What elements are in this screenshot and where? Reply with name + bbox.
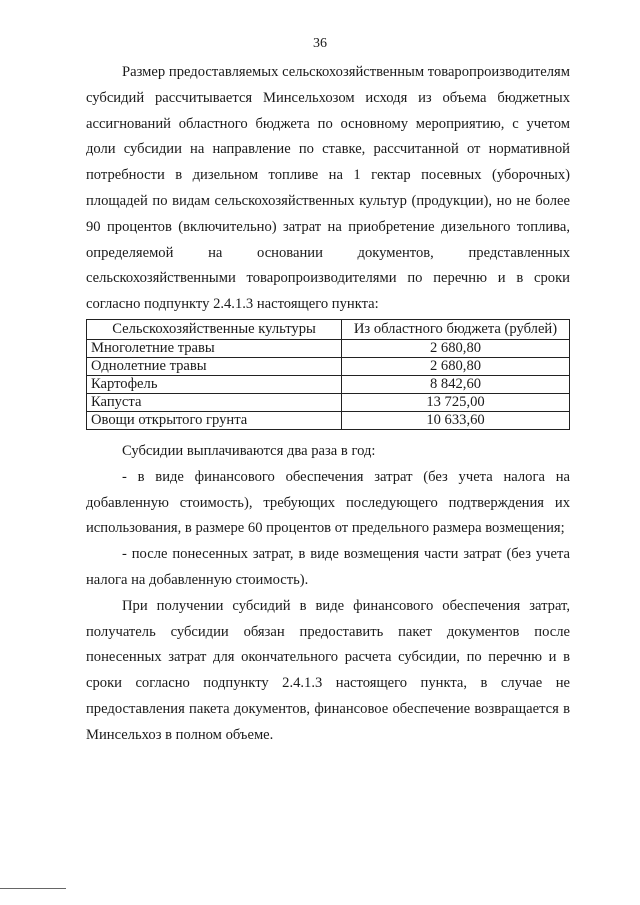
table-row [87, 393, 570, 411]
header-regional-budget: Из областного бюджета (рублей) [342, 319, 570, 339]
paragraph-payment-schedule: Субсидии выплачиваются два раза в год: [122, 442, 376, 459]
subsidy-rates-table-wrap [86, 319, 570, 430]
paragraph-documents-obligation: При получении субсидий в виде финансового обеспечения затрат, получатель субсидии обязан предоставить пакет документов после понесенных затрат для окончательного расчета субсидии, по перечню и в сроки согласно подпункту 2.4.1.3 настоящего пункта, в случае не предоставления пакета документов, финансовое обеспечение возвращается в Минсельхоз в полном объеме. [86, 597, 570, 743]
crop-amount: 8 842,60 [342, 375, 570, 393]
page-number: 36 [313, 36, 327, 51]
crop-amount: 2 680,80 [342, 357, 570, 375]
header-crops: Сельскохозяйственные культуры [87, 319, 342, 339]
crop-name: Овощи открытого грунта [87, 411, 342, 429]
crop-name: Однолетние травы [87, 357, 342, 375]
table-row [87, 411, 570, 429]
footer-rule [0, 888, 66, 889]
paragraph-subsidy-size: Размер предоставляемых сельскохозяйственным товаропроизводителям субсидий рассчитывается Минсельхозом исходя из объема бюджетных ассигнований областного бюджета по основному мероприятию, с учетом доли субсидии на направление по ставке, рассчитанной от нормативной потребности в дизельном топливе на 1 гектар посевных (уборочных) площадей по видам сельскохозяйственных культур (продукции), но не более 90 процентов (включительно) затрат на приобретение дизельного топлива, определяемой на основании документов, представленных сельскохозяйственными товаропроизводителями по перечню и в сроки согласно подпункту 2.4.1.3 настоящего пункта: [86, 64, 570, 313]
paragraph-financial-support: - в виде финансового обеспечения затрат (без учета налога на добавленную стоимость), требующих последующего подтверждения их использования, в размере 60 процентов от предельного размера возмещения; [86, 468, 570, 537]
crop-name: Картофель [87, 375, 342, 393]
crop-name: Капуста [87, 393, 342, 411]
table-row [87, 357, 570, 375]
crop-name: Многолетние травы [87, 339, 342, 357]
table-header-row [87, 319, 570, 339]
document-body [86, 60, 570, 749]
crop-amount: 13 725,00 [342, 393, 570, 411]
table-row [87, 375, 570, 393]
paragraph-reimbursement: - после понесенных затрат, в виде возмещения части затрат (без учета налога на добавленную стоимость). [86, 546, 570, 588]
table-row [87, 339, 570, 357]
crop-amount: 2 680,80 [342, 339, 570, 357]
subsidy-rates-table [86, 319, 570, 430]
crop-amount: 10 633,60 [342, 411, 570, 429]
